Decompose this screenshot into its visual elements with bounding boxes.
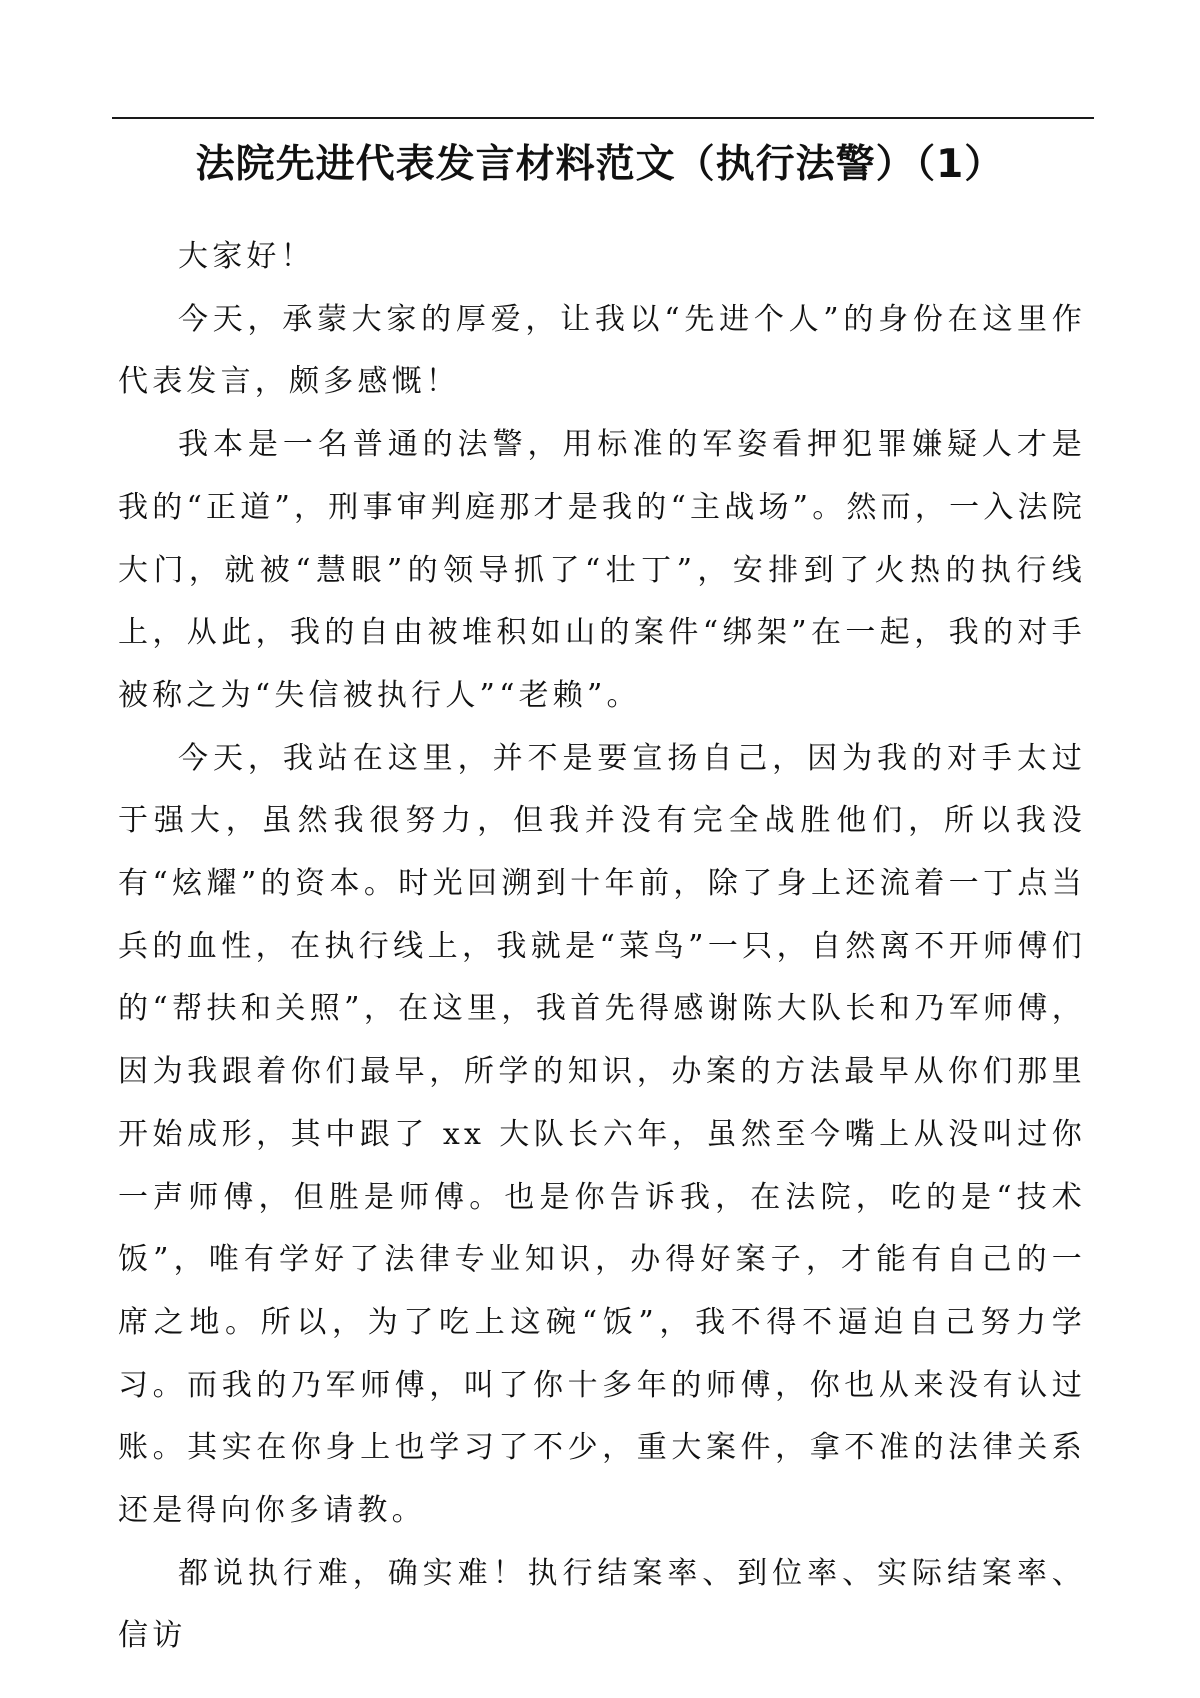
paragraph-execution: 都说执行难，确实难！执行结案率、到位率、实际结案率、信访 — [118, 1555, 1086, 1654]
paragraph-intro: 今天，承蒙大家的厚爱，让我以“先进个人”的身份在这里作代表发言，颇多感慨！ — [118, 301, 1086, 400]
document-title: 法院先进代表发言材料范文（执行法警）（1） — [195, 142, 1005, 187]
paragraph-background: 我本是一名普通的法警，用标准的军姿看押犯罪嫌疑人才是我的“正道”，刑事审判庭那才是我的“主战场”。然而，一入法院大门，就被“慧眼”的领导抓了“壮丁”，安排到了火热的执行线上，从此，我的自由被堆积如山的案件“绑架”在一起，我的对手被称之为“失信被执行人”“老赖”。 — [118, 427, 1086, 713]
paragraph-gratitude: 今天，我站在这里，并不是要宣扬自己，因为我的对手太过于强大，虽然我很努力，但我并没有完全战胜他们，所以我没有“炫耀”的资本。时光回溯到十年前，除了身上还流着一丁点当兵的血性，在执行线上，我就是“菜鸟”一只，自然离不开师傅们的“帮扶和关照”，在这里，我首先得感谢陈大队长和乃军师傅，因为我跟着你们最早，所学的知识，办案的方法最早从你们那里开始成形，其中跟了 xx 大队长六年，虽然至今嘴上从没叫过你一声师傅，但胜是师傅。也是你告诉我，在法院，吃的是“技术饭”，唯有学好了法律专业知识，办得好案子，才能有自己的一席之地。所以，为了吃上这碗“饭”，我不得不逼迫自己努力学习。而我的乃军师傅，叫了你十多年的师傅，你也从来没有认过账。其实在你身上也学习了不少，重大案件，拿不准的法律关系还是得向你多请教。 — [118, 740, 1086, 1529]
document-body — [118, 226, 1086, 1668]
header-rule — [112, 117, 1094, 119]
paragraph-greeting: 大家好！ — [178, 239, 315, 274]
